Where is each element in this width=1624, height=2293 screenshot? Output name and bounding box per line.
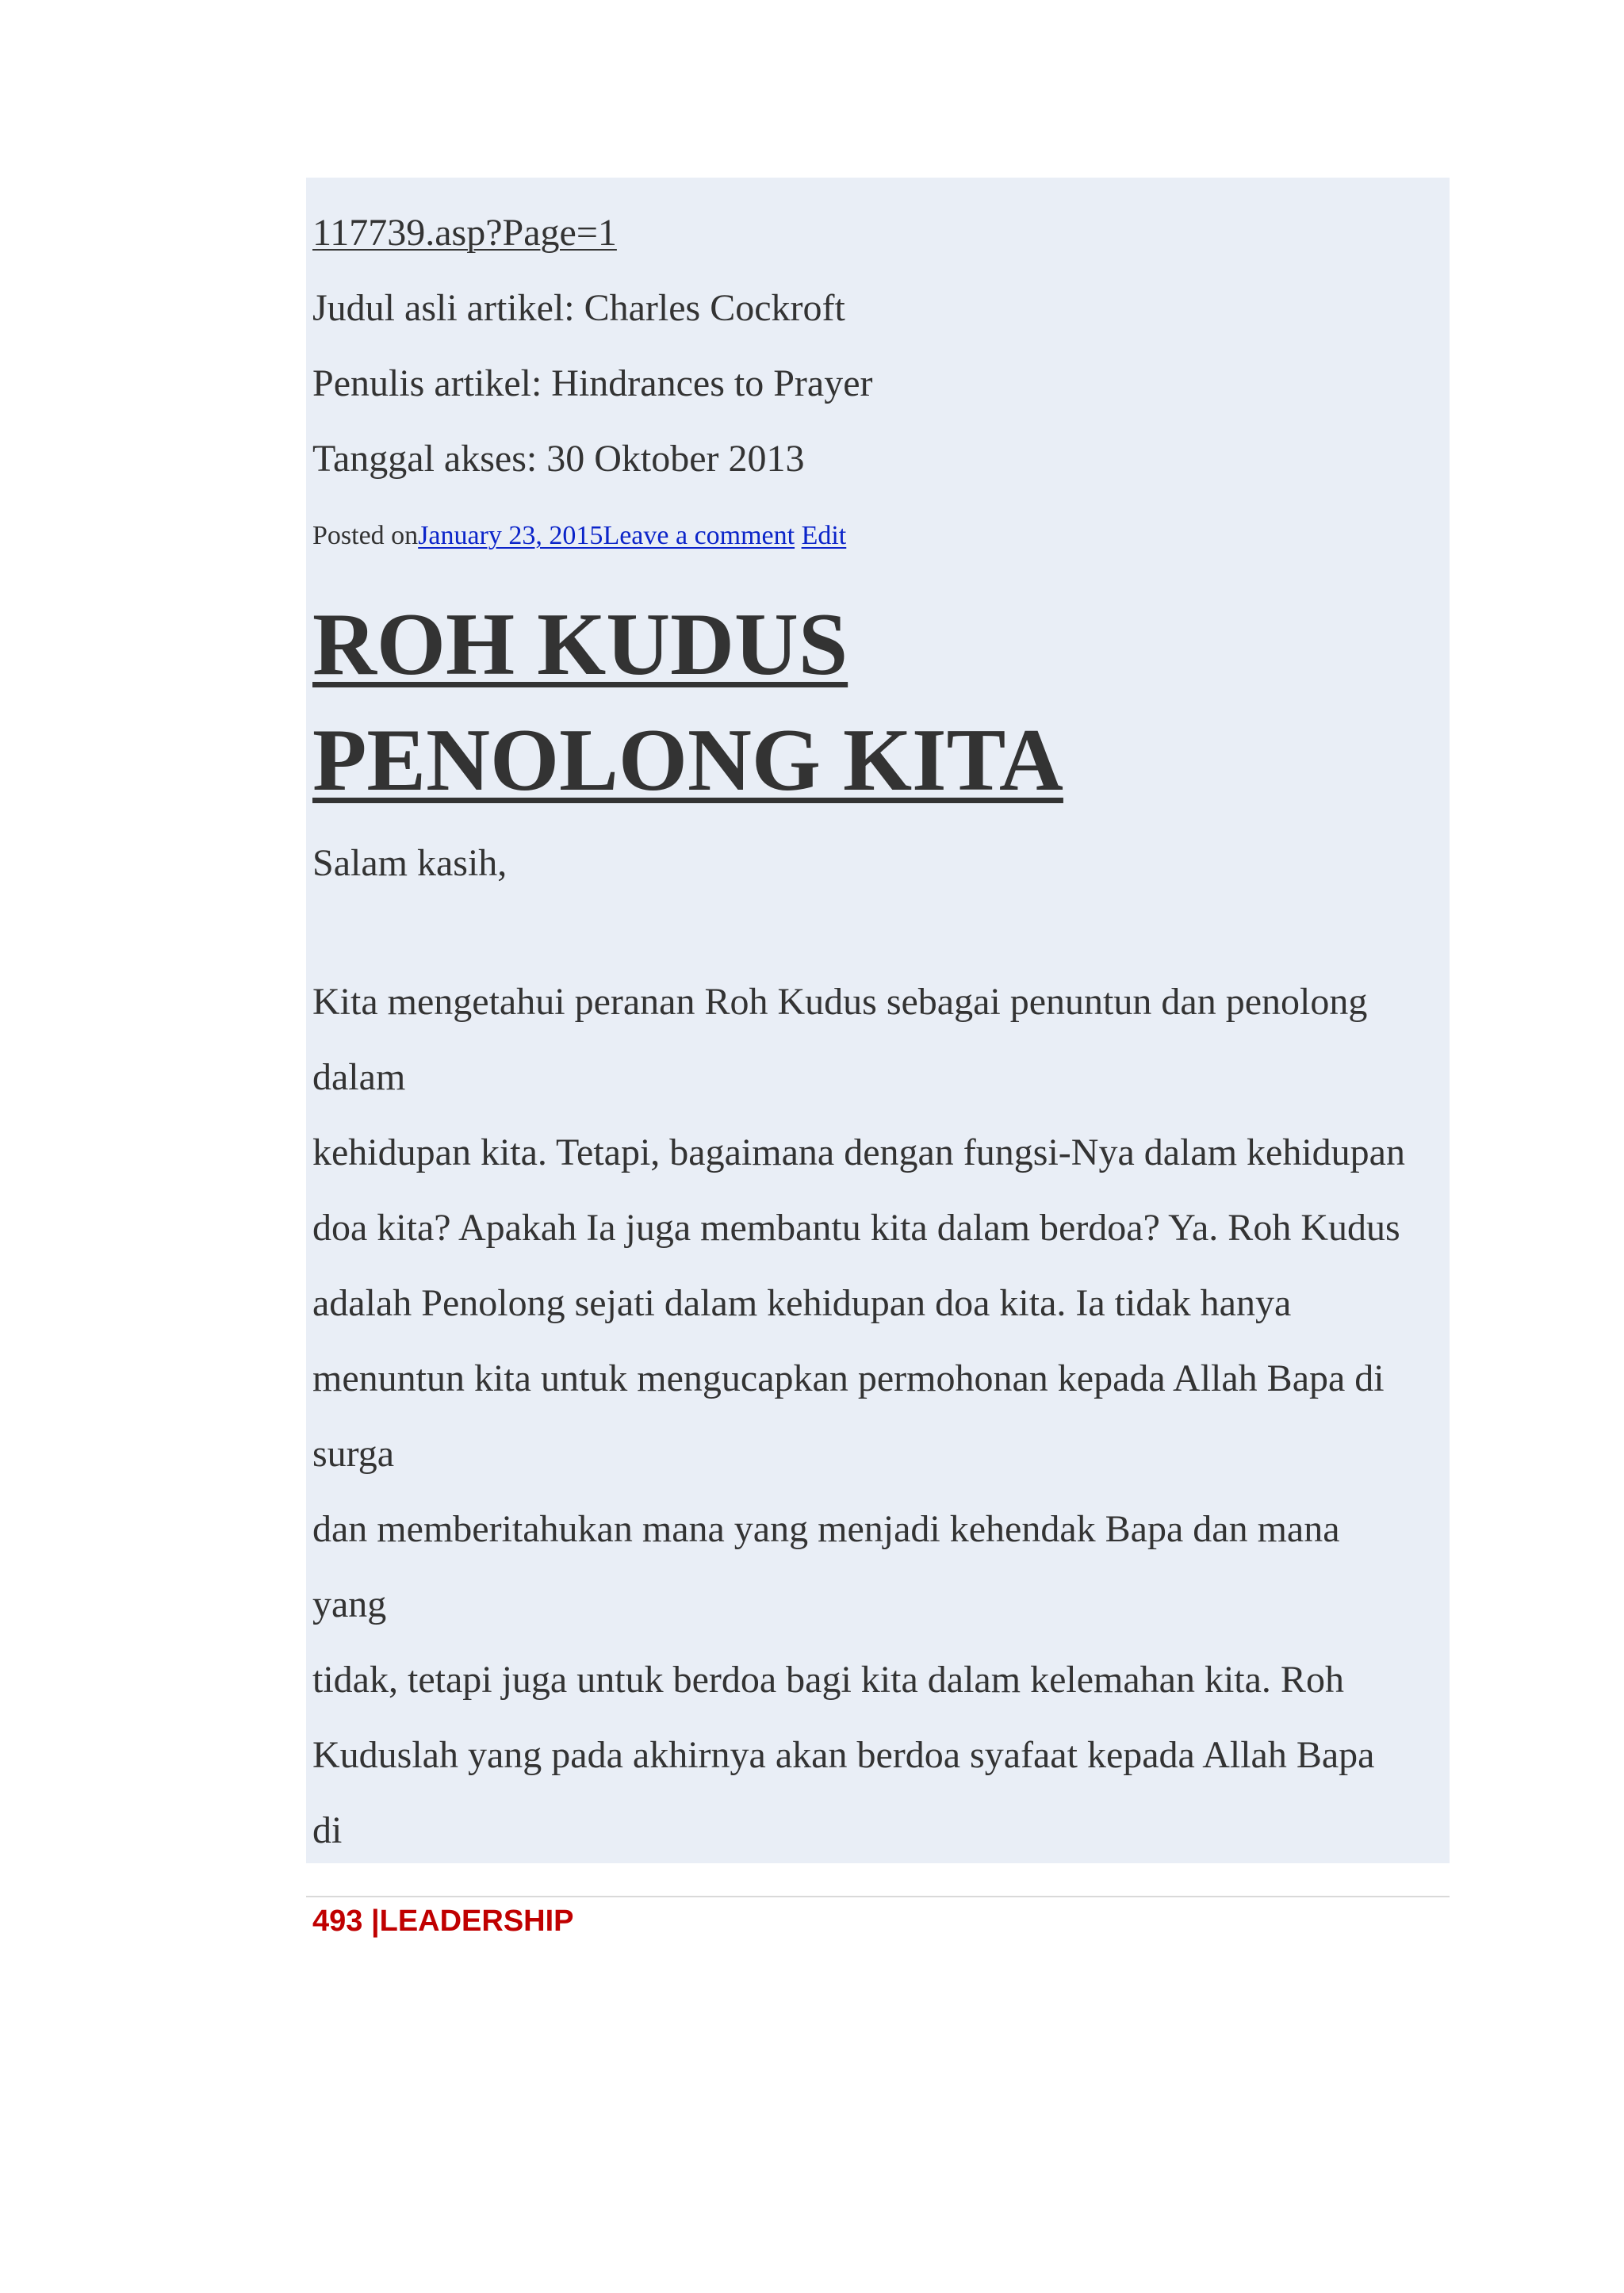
body-line: tidak, tetapi juga untuk berdoa bagi kita dalam kelemahan kita. Roh [312, 1659, 1344, 1701]
body-line: Kita mengetahui peranan Roh Kudus sebagai penuntun dan penolong [312, 981, 1368, 1023]
posted-on-label: Posted on [312, 521, 419, 550]
body-line: surga [312, 1433, 395, 1475]
footer-section: LEADERSHIP [379, 1904, 574, 1938]
body-line: adalah Penolong sejati dalam kehidupan doa kita. Ia tidak hanya [312, 1282, 1292, 1324]
article-title-line-1: ROH KUDUS [312, 595, 848, 694]
footer-separator: | [362, 1904, 380, 1938]
body-line: doa kita? Apakah Ia juga membantu kita dalam berdoa? Ya. Roh Kudus [312, 1207, 1400, 1249]
body-line: dalam [312, 1056, 406, 1098]
body-line: menuntun kita untuk mengucapkan permohonan kepada Allah Bapa di [312, 1357, 1385, 1399]
article-title-line-2: PENOLONG KITA [312, 711, 1063, 810]
post-meta [312, 519, 846, 553]
body-line: Kuduslah yang pada akhirnya akan berdoa syafaat kepada Allah Bapa [312, 1734, 1375, 1776]
article-title [312, 587, 1063, 818]
greeting: Salam kasih, [312, 842, 508, 884]
body-line: yang [312, 1583, 387, 1625]
page-number: 493 [312, 1904, 363, 1938]
edit-link[interactable]: Edit [801, 521, 847, 550]
author-line: Penulis artikel: Hindrances to Prayer [312, 362, 873, 404]
body-line: dan memberitahukan mana yang menjadi kehendak Bapa dan mana [312, 1508, 1340, 1550]
post-date-link[interactable]: January 23, 2015 [418, 521, 603, 550]
page-footer [312, 1901, 574, 1941]
source-url-fragment: 117739.asp?Page=1 [312, 212, 617, 254]
leave-comment-link[interactable]: Leave a comment [603, 521, 795, 550]
access-date-line: Tanggal akses: 30 Oktober 2013 [312, 438, 805, 480]
footer-divider [306, 1896, 1450, 1897]
body-line: kehidupan kita. Tetapi, bagaimana dengan fungsi-Nya dalam kehidupan [312, 1131, 1405, 1173]
body-line: di [312, 1809, 343, 1851]
original-title-line: Judul asli artikel: Charles Cockroft [312, 287, 845, 329]
